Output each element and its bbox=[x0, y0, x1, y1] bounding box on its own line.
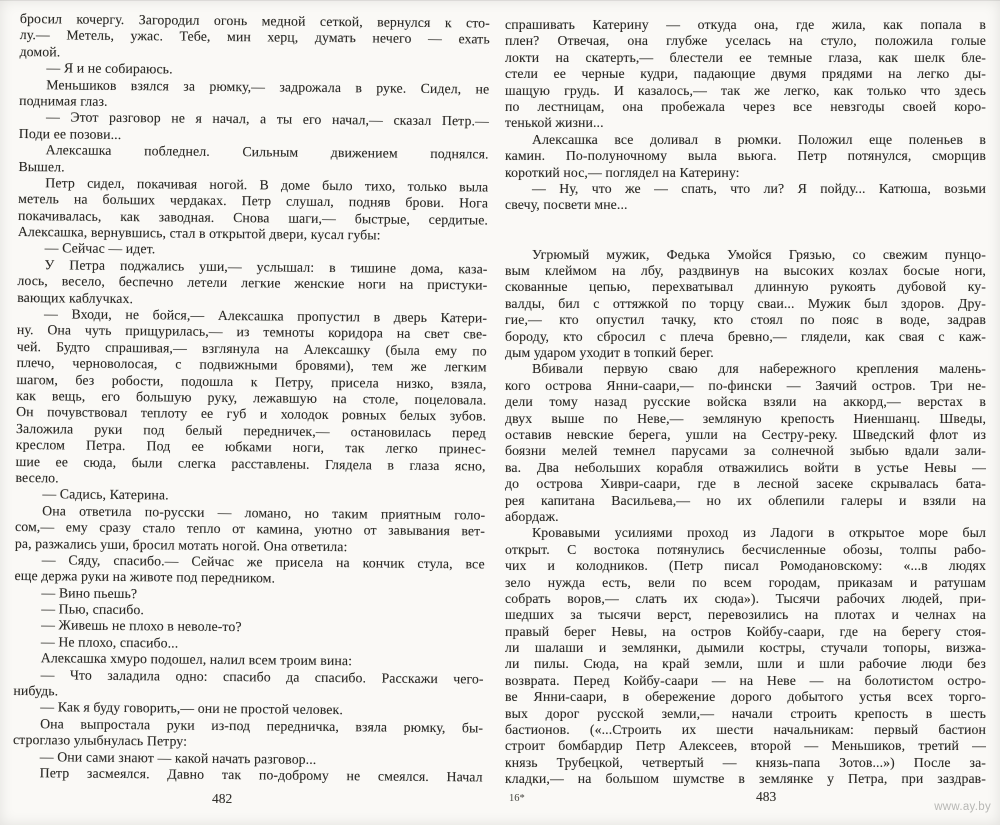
text-line: — Живешь не плохо в неволе-то? bbox=[41, 617, 242, 635]
text-line: дели тому назад русские войска взяли на аккорд,— верстах в bbox=[505, 394, 986, 410]
text-line: до острова Хиври-саари, где в лесной засеке скрывалась бата- bbox=[505, 476, 986, 492]
text-line: Петр засмеялся. Давно так по-доброму не смеялся. Начал bbox=[39, 765, 483, 785]
right-page-text bbox=[505, 17, 986, 788]
text-line: Она выпростала руки из-под передничка, взяла рюмку, бы- bbox=[40, 716, 484, 736]
text-line: весело. bbox=[15, 469, 59, 486]
text-line: стели ее черные кудри, падающие двумя прядями на легко ды- bbox=[505, 66, 986, 82]
text-line: — Не плохо, спасибо... bbox=[40, 634, 179, 651]
text-line: тенькой жизни... bbox=[505, 115, 604, 131]
right-page-number: 483 bbox=[756, 789, 777, 804]
text-line: шагом, без робости, подошла к Петру, присела низко, взяла, bbox=[16, 371, 487, 392]
text-line: Поди ее позови... bbox=[18, 125, 122, 142]
text-line: Она ответила по-русски — ломано, но таким приятным голо- bbox=[42, 502, 486, 523]
text-line: бросил кочергу. Загородил огонь медной сеткой, вернулся к сто- bbox=[19, 11, 490, 31]
text-line: вых дорог русской земли,— начали строить крепость в шесть bbox=[505, 705, 986, 721]
text-line: ра, разжались уши, бросил мотать ногой. Она ответила: bbox=[14, 535, 348, 554]
text-line: рея капитана Васильева,— но их облепили галеры и взяли на bbox=[505, 492, 986, 508]
text-line: поднимая глаз. bbox=[19, 92, 108, 109]
text-line: шедших за тысячи верст, перевозились на плотах и челнах на bbox=[505, 607, 986, 623]
text-line: строглазо улыбнулась Петру: bbox=[12, 732, 188, 749]
text-line: — Как я буду говорить,— они не простой человек. bbox=[40, 699, 344, 718]
text-line: гие,— кто опустил тачку, кто стоял по пояс в воде, задрав bbox=[505, 312, 986, 328]
text-line: ли шалаши и землянки, дымили костры, стучали топоры, визжа- bbox=[505, 640, 986, 656]
text-line: чих и колодников. (Петр писал Ромодановскому: «...в людях bbox=[505, 558, 986, 574]
text-line: домой. bbox=[19, 43, 61, 60]
text-line: свечу, посвети мне... bbox=[505, 197, 628, 213]
text-line: — Входи, не бойся,— Алексашка пропустил в дверь Катери- bbox=[44, 306, 488, 326]
text-line: ли пилы. Сюда, на край земли, шли и шли рабочие люди без bbox=[505, 656, 986, 672]
text-line: — Вино пьешь? bbox=[41, 584, 138, 601]
text-line: — Сейчас — идет. bbox=[44, 240, 156, 257]
text-line: шие ее сюда, были слегка расставлены. Глядела в глаза ясно, bbox=[15, 453, 486, 474]
left-page-number: 482 bbox=[212, 791, 233, 806]
text-line: ве Янни-саари, в обережение дорого добытого устья всех торго- bbox=[505, 689, 986, 705]
text-line: кладки,— на большом шумстве в землянке у Петра, при заздрав- bbox=[505, 771, 986, 787]
text-line: вым клеймом на лбу, раздвинув на высоких козлах босые ноги, bbox=[505, 263, 986, 279]
text-line: сом,— ему сразу стало тепло от камина, уютно от завывания вет- bbox=[14, 519, 486, 539]
text-line: дым ударом уходит в топкий берег. bbox=[505, 345, 714, 361]
text-line: возврата. Перед Койбу-саари — на Неве — на болотистом остро- bbox=[505, 672, 986, 688]
text-line: двух выше по Неве,— земляную крепость Ниеншанц. Шведы, bbox=[505, 410, 986, 426]
text-line: князь Трубецкой, четвертый — князь-папа Зотов...») После за- bbox=[505, 754, 986, 770]
text-line: оставив невские берега, ушли на Сестру-реку. Шведский флот из bbox=[505, 426, 986, 442]
text-line: правый берег Невы, на остров Койбу-саари, где на берегу стоя- bbox=[505, 623, 986, 639]
text-line: — Что заладила одно: спасибо да спасибо. Расскажи чего- bbox=[40, 666, 484, 687]
text-line: плечо, черноволосая, с подвижными бровями), тем же легким bbox=[16, 355, 487, 375]
text-line: шащую грудь. И казалось,— так же легко, как только что здесь bbox=[505, 82, 986, 98]
text-line: Он почувствовал теплоту ее губ и холодок ровных белых зубов. bbox=[16, 404, 487, 424]
signature-mark: 16* bbox=[509, 793, 525, 804]
text-line: плен? Отвечая, она глубже уселась на стуло, положила голые bbox=[505, 33, 986, 49]
text-line: Вышел. bbox=[18, 158, 65, 174]
text-line: бороду, кто сбросил с плеча бревно,— глядели, как свая с каж- bbox=[505, 328, 986, 344]
text-line: ва. Два небольших корабля отважились войти в устье Невы — bbox=[505, 459, 986, 475]
text-line: спрашивать Катерину — откуда она, где жила, как попала в bbox=[505, 17, 986, 32]
text-line: Алексашка побледнел. Сильным движением поднялся. bbox=[45, 142, 489, 162]
text-line: кого острова Янни-саари,— по-фински — Заячий остров. Три не- bbox=[505, 377, 986, 393]
text-line: короткий нос,— поглядел на Катерину: bbox=[505, 164, 740, 180]
text-line: валды, бил с оттяжкой по торцу сваи... Мужик был здоров. Дру- bbox=[505, 295, 986, 311]
text-line: У Петра поджались уши,— услышал: в тишине дома, каза- bbox=[44, 257, 488, 277]
text-line: креслом Петра. Под ее юбками ноги, так легко принес- bbox=[15, 437, 486, 457]
text-line: по лестницам, она пробежала через все невзгоды своей коро- bbox=[505, 98, 986, 114]
text-line: ну. Она чуть прищурилась,— из темноты коридора на свет све- bbox=[16, 322, 487, 342]
text-line: нибудь. bbox=[13, 682, 59, 699]
text-line: — Они сами знают — какой начать разговор... bbox=[39, 748, 317, 767]
text-line: лось, весело, беспечно летели легкие женские ноги на пристуки- bbox=[17, 273, 488, 293]
text-line: локти на скатерть,— блестели ее темные глаза, как шелк бле- bbox=[505, 49, 986, 65]
text-line: Петр сидел, покачивая ногой. В доме было тихо, только выла bbox=[45, 175, 489, 195]
text-line: еще держа руки на животе под передником. bbox=[14, 568, 276, 586]
text-line: Вбивали первую сваю для набережного крепления малень- bbox=[532, 361, 986, 377]
text-line: бастионов. («...Строить их шести начальникам: первый бастион bbox=[505, 722, 986, 738]
text-line: как вещь, его большую руку, лежавшую на столе, поцеловала. bbox=[16, 387, 487, 408]
text-line: вающих каблучках. bbox=[17, 289, 134, 306]
watermark: www.ay.by bbox=[934, 801, 991, 813]
text-line: Кровавыми усилиями проход из Ладоги в открытое море был bbox=[532, 525, 986, 541]
text-line: — Ну, что же — спать, что ли? Я пойду... Катюша, возьми bbox=[532, 180, 986, 196]
text-line: Угрюмый мужик, Федька Умойся Грязью, со свежим пунцо- bbox=[532, 246, 986, 262]
text-line: камин. По-полуночному выла вьюга. Петр потянулся, сморщив bbox=[505, 148, 986, 164]
text-line: открыт. С востока потянулись бесчисленные обозы, толпы рабо- bbox=[505, 541, 986, 557]
text-line: — Этот разговор не я начал, а ты его начал,— сказал Петр.— bbox=[45, 109, 490, 129]
text-line: скованные цепью, перехватывал длинную рукоять дубовой ку- bbox=[505, 279, 986, 295]
left-page-text bbox=[13, 11, 490, 786]
text-line: — Я и не собираюсь. bbox=[46, 60, 173, 77]
text-line: — Пью, спасибо. bbox=[41, 601, 145, 618]
text-line: Меньшиков взялся за рюмку,— задрожала в руке. Сидел, не bbox=[46, 76, 490, 97]
text-line: строит бомбардир Петр Алексеев, второй — Меньшиков, третий — bbox=[505, 738, 986, 754]
text-line: покачивалась, как заводная. Снова шаги,— быстрые, сердитые. bbox=[17, 207, 489, 228]
text-line: боязни мелей темнел парусами за солнечной зыбью вдали зали- bbox=[505, 443, 986, 459]
text-line: зело нужда есть, вели по всем городам, приказам и ратушам bbox=[505, 574, 986, 590]
text-line: — Сяду, спасибо.— Сейчас же присела на кончик стула, все bbox=[41, 552, 485, 572]
text-line: собрать воров,— слать их сюда»). Тысячи рабочих людей, при- bbox=[505, 590, 986, 606]
text-line: метель на больших чердаках. Петр слушал, подняв брови. Нога bbox=[18, 191, 489, 211]
text-line: — Садись, Катерина. bbox=[42, 486, 169, 503]
text-line: Алексашка, вернувшись, стал в открытой двери, кусал губы: bbox=[17, 224, 381, 243]
text-line: Алексашка все доливал в рюмки. Положил еще поленьев в bbox=[532, 131, 986, 147]
text-line: абордаж. bbox=[505, 508, 559, 524]
text-line: Заложила руки под белый передничек,— остановилась перед bbox=[15, 420, 487, 441]
text-line: Алексашка хмуро подошел, налил всем троим вина: bbox=[40, 650, 353, 669]
text-line: чей. Будто спрашивая,— взглянула на Алексашку (была ему по bbox=[16, 338, 487, 359]
text-line: лу.— Метель, ужас. Тебе, мин херц, думать нечего — ехать bbox=[19, 27, 490, 47]
